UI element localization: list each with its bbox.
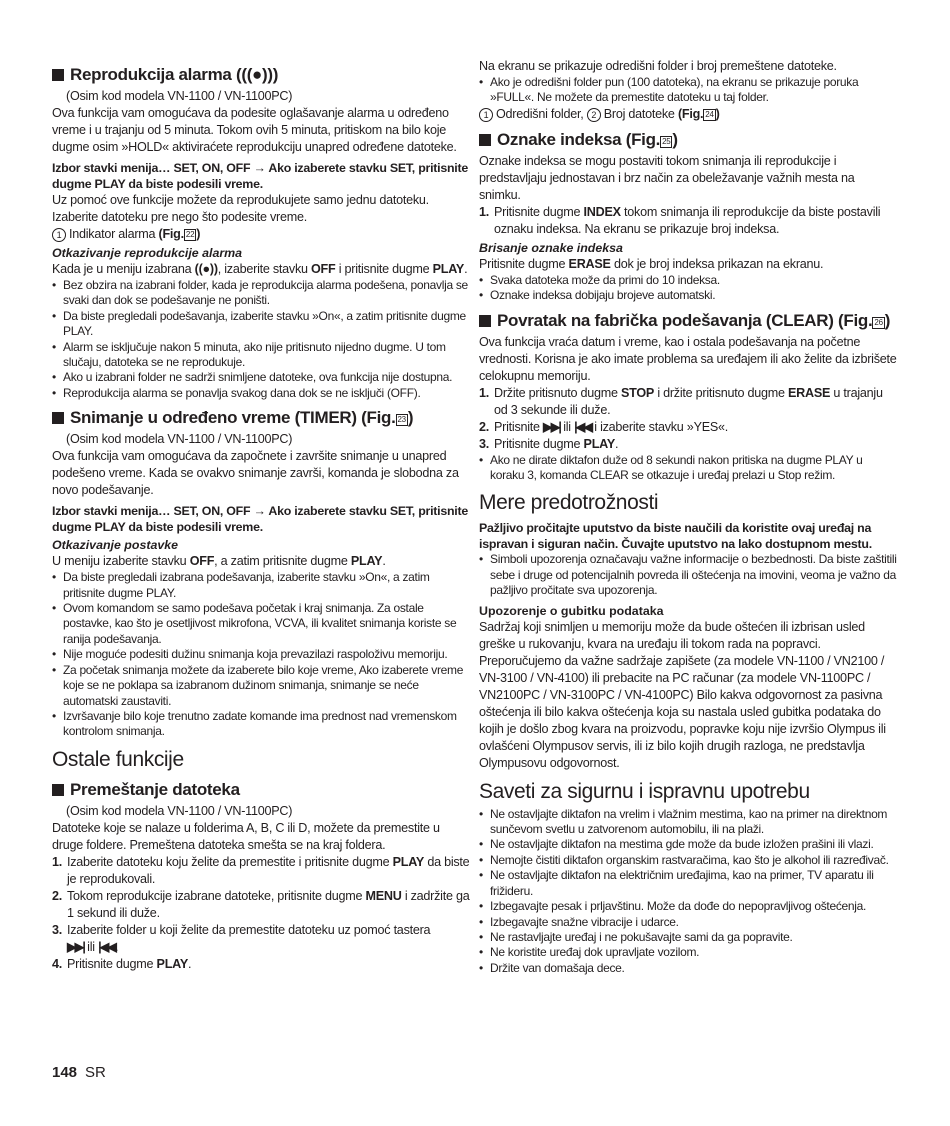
models-note: (Osim kod modela VN-1100 / VN-1100PC): [66, 432, 293, 447]
list-item: • Bez obzira na izabrani folder, kada je reprodukcija alarma podešena, ponavlja se svaki dan dok se podešavanje ne poništi.: [52, 278, 470, 309]
page-number: 148: [52, 1064, 78, 1081]
list-item: • Reprodukcija alarma se ponavlja svakog dana dok se ne isključi (OFF).: [52, 386, 470, 401]
square-bullet-icon: [479, 134, 491, 146]
section-title-index: Oznake indeksa (Fig. 25 ): [479, 129, 897, 151]
list-item: • Oznake indeksa dobijaju brojeve automatski.: [479, 288, 897, 303]
clear-intro: Ova funkcija vraća datum i vreme, kao i ostala podešavanja na početne vrednosti. Korisna je ako imate problema sa uređajem ili ako želite da izbrišete celokupnu memoriju.: [479, 334, 897, 383]
alarm-menu-heading: Izbor stavki menija… SET, ON, OFF → Ako izaberete stavku SET, pritisnite dugme PLAY da biste podesili vreme.: [52, 161, 469, 191]
index-delete-heading: Brisanje oznake indeksa: [479, 240, 623, 255]
list-item: • Alarm se isključuje nakon 5 minuta, ako nije pritisnuto nijedno dugme. U tom slučaju, datoteka se ne reprodukuje.: [52, 340, 470, 371]
section-title-alarm: Reprodukcija alarma (((●))): [52, 64, 470, 86]
list-item: • Ako je odredišni folder pun (100 datoteka), na ekranu se prikazuje poruka »FULL«. Ne možete da premestite datoteku u taj folder.: [479, 75, 897, 106]
step-item: 2. Pritisnite ▶▶| ili |◀◀ i izaberite stavku »YES«.: [479, 419, 729, 434]
step-item: 1. Pritisnite dugme INDEX tokom snimanja ili reprodukcije da biste postavili oznaku indeksa. Na ekranu se prikazuje broj indeksa.: [479, 204, 881, 236]
alarm-icon: ((●)): [241, 65, 273, 84]
list-item: • Izbegavajte snažne vibracije i udarce.: [479, 915, 897, 930]
section-title-move: Premeštanje datoteka: [52, 779, 470, 801]
list-item: • Nije moguće podesiti dužinu snimanja koja prevazilazi raspoloživu memoriju.: [52, 647, 470, 662]
data-loss-text: Sadržaj koji snimljen u memoriju može da bude oštećen ili izbrisan usled greške u rukovanju, kvara na uređaju ili tokom rada na popravci. Preporučujemo da važne sadržaje zapišete (za modele VN-1100 / VN2100 / VN-3100 / VN-4100) ili prebacite na PC računar (za modele VN-1100PC / VN2100PC / VN-3100PC / VN-4100PC) Bilo kakva odgovornost za pasivna oštećenja ili bilo kakva oštećenja koja su nastala usled gubitka podataka do kojih je došlo zbog kvara na proizvodu, popravke koju nije izvršio Olympus ili ovlašćeni Olympusov servis, ili iz bilo kojih drugih razloga, ne predstavlja Olympusovu odgovornost.: [479, 619, 886, 770]
alarm-indicator-legend: 1 Indikator alarma (Fig. 22 ): [52, 226, 470, 243]
list-item: • Ako u izabrani folder ne sadrži snimljene datoteke, ova funkcija nije dostupna.: [52, 370, 470, 385]
page-footer: [52, 1064, 106, 1081]
index-intro: Oznake indeksa se mogu postaviti tokom snimanja ili reprodukcije i predstavljaju jednostavan i brz način za obeležavanje važnih mesta na snimku.: [479, 153, 855, 202]
models-note: (Osim kod modela VN-1100 / VN-1100PC): [66, 803, 293, 818]
precautions-lead: Pažljivo pročitajte uputstvo da biste naučili da koristite ovaj uređaj na ispravan i siguran način. Čuvajte uputstvo na lako dostupnom mestu.: [479, 521, 872, 552]
data-loss-heading: Upozorenje o gubitku podataka: [479, 603, 664, 618]
rewind-icon: |◀◀: [574, 419, 592, 434]
step-item: 3. Izaberite folder u koji želite da premestite datoteku uz pomoć tastera ▶▶| ili |◀◀.: [52, 922, 431, 954]
step-item: 2. Tokom reprodukcije izabrane datoteke, pritisnite dugme MENU i zadržite ga 1 sekund ili duže.: [52, 888, 470, 920]
list-item: • Ne koristite uređaj dok upravljate vozilom.: [479, 945, 897, 960]
rewind-icon: |◀◀: [98, 939, 115, 954]
list-item: • Izvršavanje bilo koje trenutno zadate komande ima prednost nad vremenskom kontrolom snimanja.: [52, 709, 470, 740]
section-title-timer: Snimanje u određeno vreme (TIMER) (Fig. 23 ): [52, 407, 470, 429]
chapter-title-other: Ostale funkcije: [52, 747, 184, 771]
list-item: • Izbegavajte pesak i prljavštinu. Može da dođe do nepopravljivog oštećenja.: [479, 899, 897, 914]
list-item: • Ne ostavljajte diktafon na vrelim i vlažnim mestima, kao na primer na direktnom sunčevom svetlu u zatvorenom automobilu, ili na plaži.: [479, 807, 897, 838]
square-bullet-icon: [52, 784, 64, 796]
fast-forward-icon: ▶▶|: [67, 939, 84, 954]
alarm-intro: Ova funkcija vam omogućava da podesite oglašavanje alarma u određeno vreme i u trajanju od 5 minuta. Tokom ovih 5 minuta, pritiskom na bilo koje dugme osim »HOLD« aktiviraćete reprodukciju unapred određene datoteke.: [52, 106, 457, 154]
step-item: 3. Pritisnite dugme PLAY.: [479, 436, 619, 451]
list-item: • Za početak snimanja možete da izaberete bilo koje vreme, Ako izaberete vreme koje se ne poklapa sa izabranom dužinom snimanja, snimanje se neće automatski zaustaviti.: [52, 663, 470, 709]
list-item: • Nemojte čistiti diktafon organskim rastvaračima, kao što je alkohol ili razređivač.: [479, 853, 897, 868]
fast-forward-icon: ▶▶|: [543, 419, 560, 434]
square-bullet-icon: [479, 315, 491, 327]
timer-menu-heading: Izbor stavki menija… SET, ON, OFF → Ako izaberete stavku SET, pritisnite dugme PLAY da biste podesili vreme.: [52, 504, 469, 535]
timer-cancel-text: U meniju izaberite stavku OFF, a zatim pritisnite dugme PLAY.: [52, 554, 386, 569]
square-bullet-icon: [52, 69, 64, 81]
left-column: [52, 58, 470, 973]
list-item: • Držite van domašaja dece.: [479, 961, 897, 976]
chapter-title-precautions: Mere predotrožnosti: [479, 491, 659, 515]
timer-cancel-heading: Otkazivanje postavke: [52, 538, 179, 553]
list-item: • Ako ne dirate diktafon duže od 8 sekundi nakon pritiska na dugme PLAY u koraku 3, komanda CLEAR se otkazuje i uređaj prelazi u Stop režim.: [479, 453, 897, 484]
right-column: [479, 58, 897, 976]
list-item: • Da biste pregledali izabrana podešavanja, izaberite stavku »On«, a zatim pritisnite dugme PLAY.: [52, 570, 470, 601]
alarm-icon: ((●)): [194, 262, 218, 276]
step-item: 1. Izaberite datoteku koju želite da premestite i pritisnite dugme PLAY da biste je reprodukovali.: [52, 854, 470, 886]
list-item: • Simboli upozorenja označavaju važne informacije o bezbednosti. Da biste zaštitili sebe i druge od potencijalnih povreda ili oštećenja na imovini, veoma je važno da pažljivo pročitate sva upozorenja.: [479, 552, 897, 598]
square-bullet-icon: [52, 412, 64, 424]
list-item: • Ne ostavljajte diktafon na električnim uređajima, kao na primer, TV aparatu ili frižideru.: [479, 868, 897, 899]
move-intro: Datoteke koje se nalaze u folderima A, B, C ili D, možete da premestite u druge foldere. Premeštena datoteka smešta se na kraj foldera.: [52, 820, 440, 852]
alarm-cancel-text: Kada je u meniju izabrana ((●)), izaberite stavku OFF i pritisnite dugme PLAY.: [52, 262, 468, 276]
chapter-title-safety: Saveti za sigurnu i ispravnu upotrebu: [479, 779, 810, 803]
section-title-clear: Povratak na fabrička podešavanja (CLEAR) (Fig. 26 ): [479, 310, 897, 332]
index-delete-text: Pritisnite dugme ERASE dok je broj indeksa prikazan na ekranu.: [479, 256, 824, 271]
alarm-cancel-heading: Otkazivanje reprodukcije alarma: [52, 246, 243, 260]
move-legend: 1 Odredišni folder, 2 Broj datoteke (Fig. 24 ): [479, 106, 897, 123]
models-note: (Osim kod modela VN-1100 / VN-1100PC): [66, 89, 293, 103]
list-item: • Da biste pregledali podešavanja, izaberite stavku »On«, a zatim pritisnite dugme PLAY.: [52, 309, 470, 340]
list-item: • Ne ostavljajte diktafon na mestima gde može da bude izložen prašini ili vlazi.: [479, 837, 897, 852]
step-item: 4. Pritisnite dugme PLAY.: [52, 956, 192, 971]
list-item: • Svaka datoteka može da primi do 10 indeksa.: [479, 273, 897, 288]
step-item: 1. Držite pritisnuto dugme STOP i držite pritisnuto dugme ERASE u trajanju od 3 sekunde ili duže.: [479, 385, 883, 417]
move-result-text: Na ekranu se prikazuje odredišni folder i broj premeštene datoteke.: [479, 59, 837, 73]
alarm-paragraph: Uz pomoć ove funkcije možete da reprodukujete samo jednu datoteku. Izaberite datoteku pre nego što podesite vreme.: [52, 193, 429, 224]
list-item: • Ovom komandom se samo podešava početak i kraj snimanja. Za ostale postavke, kao što je osetljivost mikrofona, VCVA, ili kvalitet snimanja koriste se ranija podešavanja.: [52, 601, 470, 647]
timer-intro: Ova funkcija vam omogućava da započnete i završite snimanje u unapred podešeno vreme. Kada se ovakvo snimanje završi, komanda je slobodna za novo podešavanje.: [52, 449, 459, 498]
language-code: SR: [85, 1064, 106, 1081]
list-item: • Ne rastavljajte uređaj i ne pokušavajte sami da ga popravite.: [479, 930, 897, 945]
